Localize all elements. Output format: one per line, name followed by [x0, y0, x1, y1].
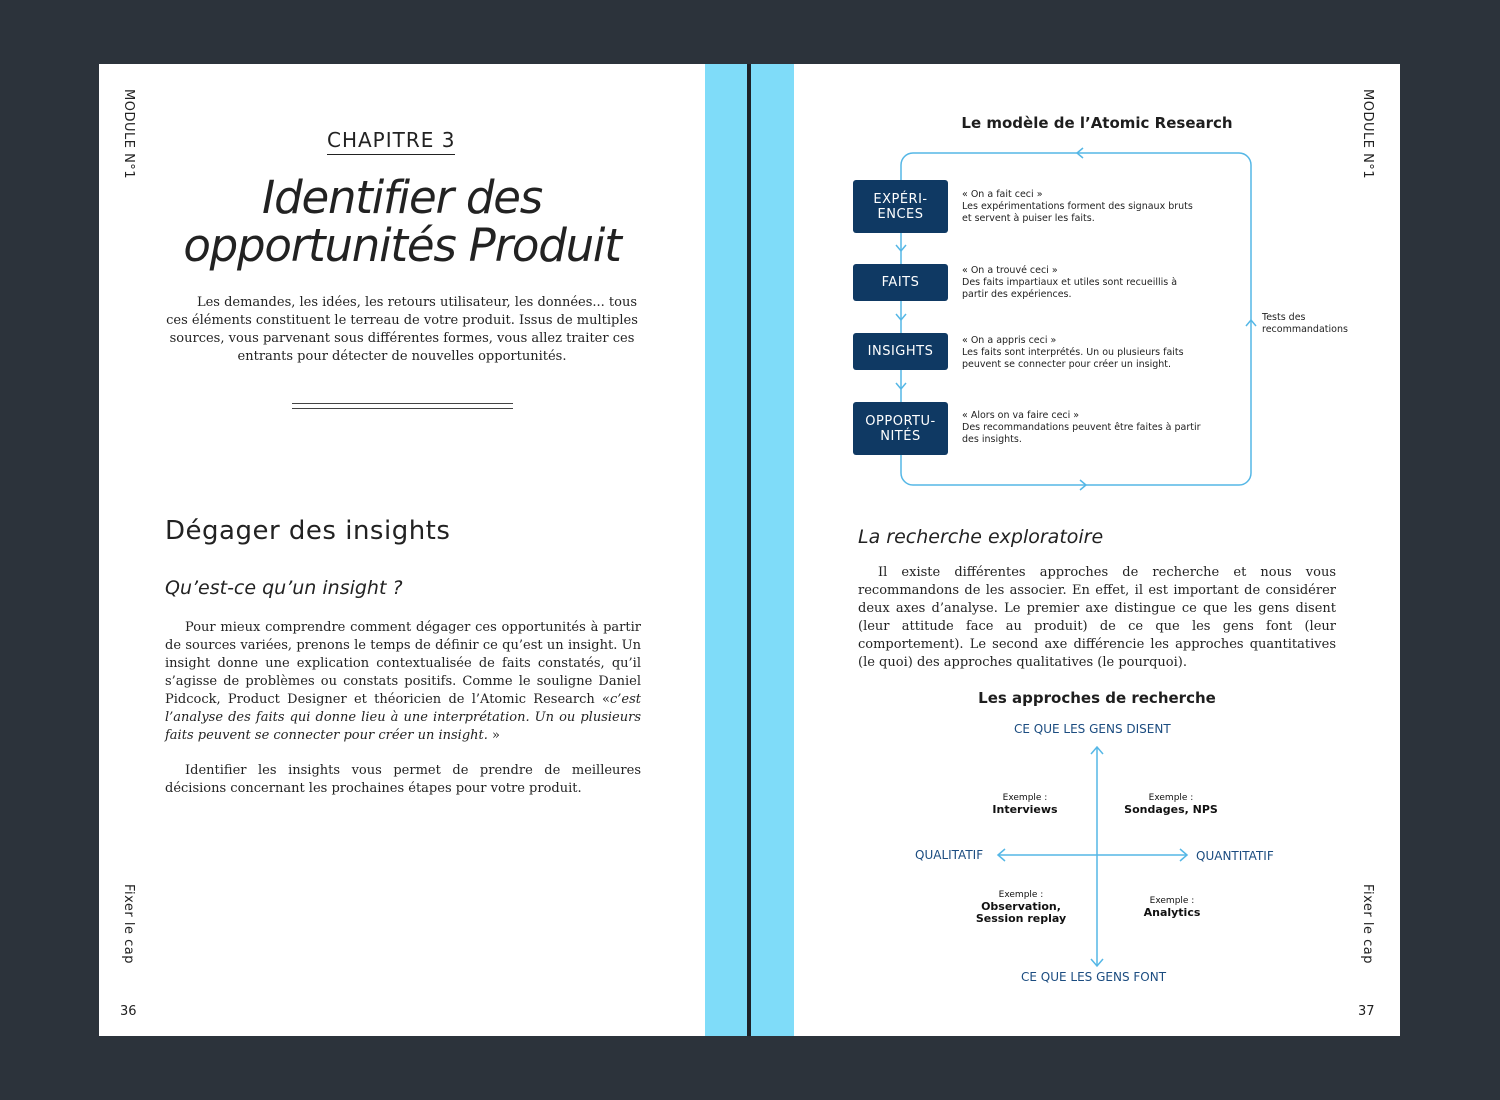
- axis-label-top: CE QUE LES GENS DISENT: [1014, 722, 1171, 736]
- subheading-exploratoire: La recherche exploratoire: [858, 526, 1104, 548]
- example-qualitative-do: Exemple : Observation, Session replay: [975, 890, 1067, 925]
- right-page: [794, 64, 1400, 1036]
- paragraph-text: Pour mieux comprendre comment dégager ces opportunités à partir de sources variées, prenons le temps de définir ce qu’est un insight. Un insight donne une explication contextualisée de faits constatés, qu’il s’agisse de problèmes ou constats positifs. Comme le souligne Daniel Pidcock, Product Designer et théoricien de l’Atomic Research «: [165, 620, 641, 707]
- quote-close: »: [492, 728, 500, 743]
- step-box-experiences: EXPÉRI- ENCES: [853, 180, 948, 233]
- axis-label-left: QUALITATIF: [915, 848, 984, 862]
- example-quantitative-say: Exemple : Sondages, NPS: [1124, 793, 1218, 816]
- step-box-faits: FAITS: [853, 264, 948, 301]
- example-qualitative-say: Exemple : Interviews: [992, 793, 1058, 816]
- axis-label-right: QUANTITATIF: [1196, 849, 1274, 863]
- subheading: Qu’est-ce qu’un insight ?: [165, 577, 403, 599]
- page-number: 36: [120, 1004, 137, 1019]
- running-section-label: Fixer le cap: [121, 884, 136, 965]
- divider-bottom: [292, 408, 513, 409]
- approaches-figure-title: Les approches de recherche: [978, 689, 1216, 707]
- paragraph-text: Identifier les insights vous permet de prendre de meilleures décisions concernant les prochaines étapes pour votre produit.: [165, 763, 641, 796]
- step-desc-experiences: « On a fait ceci » Les expérimentations forment des signaux bruts et servent à puiser les faits.: [962, 189, 1193, 224]
- chapter-intro-text: Les demandes, les idées, les retours utilisateur, les données... tous ces éléments constituent le terreau de votre produit. Issus de multiples sources, vous parvenant sous différentes formes, vous allez traiter ces entrants pour détecter de nouvelles opportunités.: [166, 295, 638, 364]
- chapter-intro: [165, 294, 639, 366]
- axis-label-bottom: CE QUE LES GENS FONT: [1021, 970, 1167, 984]
- loop-label: Tests des recommandations: [1262, 312, 1348, 335]
- running-module-label: MODULE N°1: [1360, 89, 1375, 180]
- running-module-label: MODULE N°1: [121, 89, 136, 180]
- running-section-label: Fixer le cap: [1360, 884, 1375, 965]
- spine-right: [751, 64, 794, 1036]
- step-desc-opportunites: « Alors on va faire ceci » Des recommandations peuvent être faites à partir des insights.: [962, 410, 1201, 445]
- step-desc-insights: « On a appris ceci » Les faits sont interprétés. Un ou plusieurs faits peuvent se connecter pour créer un insight.: [962, 335, 1184, 370]
- atomic-figure-title: Le modèle de l’Atomic Research: [961, 114, 1233, 132]
- chapter-title-line1: Identifier des: [262, 171, 542, 224]
- chapter-title: [139, 171, 665, 272]
- paragraph-insight-benefit: [165, 762, 641, 798]
- spine-left: [705, 64, 747, 1036]
- page-number: 37: [1358, 1004, 1375, 1019]
- chapter-title-line2: opportunités Produit: [183, 219, 621, 272]
- paragraph-insight-definition: [165, 619, 641, 745]
- divider-top: [292, 403, 513, 404]
- chapter-label: CHAPITRE 3: [327, 128, 455, 155]
- step-box-insights: INSIGHTS: [853, 333, 948, 370]
- step-box-opportunites: OPPORTU- NITÉS: [853, 402, 948, 455]
- left-page: [99, 64, 705, 1036]
- example-quantitative-do: Exemple : Analytics: [1143, 896, 1201, 919]
- step-desc-faits: « On a trouvé ceci » Des faits impartiaux et utiles sont recueillis à partir des expériences.: [962, 265, 1178, 300]
- paragraph-text: Il existe différentes approches de recherche et nous vous recommandons de les associer. En effet, il est important de considérer deux axes d’analyse. Le premier axe distingue ce que les gens disent (leur attitude face au produit) de ce que les gens font (leur comportement). Le second axe différencie les approches quantitatives (le quoi) des approches qualitatives (le pourquoi).: [858, 565, 1336, 670]
- section-heading: Dégager des insights: [165, 516, 451, 546]
- paragraph-research-approaches: [858, 564, 1336, 672]
- pidcock-quote: c’est l’analyse des faits qui donne lieu à une interprétation. Un ou plusieurs faits peuvent se connecter pour créer un insight.: [165, 692, 641, 743]
